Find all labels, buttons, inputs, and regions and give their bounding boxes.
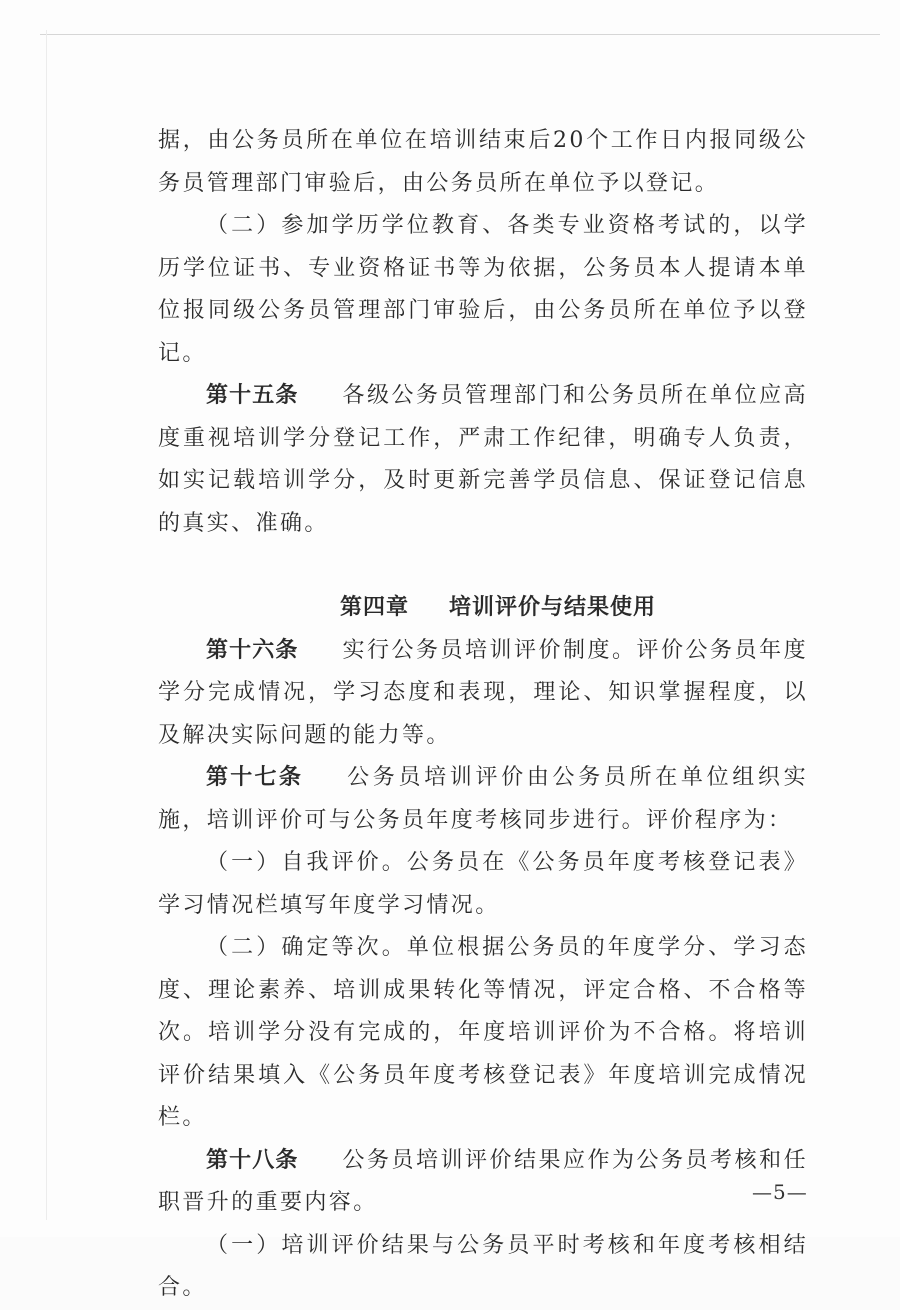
chapter-title: 培训评价与结果使用 xyxy=(449,595,657,620)
article-17-item-2: （二）确定等次。单位根据公务员的年度学分、学习态度、理论素养、培训成果转化等情况，评定合格、不合格等次。培训学分没有完成的，年度培训评价为不合格。将培训评价结果填入《公务员年度考核登记表》年度培训完成情况栏。 xyxy=(158,935,808,1130)
article-15-text: 各级公务员管理部门和公务员所在单位应高度重视培训学分登记工作，严肃工作纪律，明确专人负责，如实记载培训学分，及时更新完善学员信息、保证登记信息的真实、准确。 xyxy=(158,383,808,536)
chapter-heading xyxy=(158,587,808,630)
article-17-text: 公务员培训评价由公务员所在单位组织实施，培训评价可与公务员年度考核同步进行。评价程序为： xyxy=(158,765,808,833)
document-body xyxy=(158,120,808,1310)
article-17 xyxy=(158,757,808,842)
article-18-item-1: （一）培训评价结果与公务员平时考核和年度考核相结合。 xyxy=(158,1232,808,1300)
article-18 xyxy=(158,1140,808,1225)
article-15 xyxy=(158,375,808,545)
article-16 xyxy=(158,630,808,758)
article-16-text: 实行公务员培训评价制度。评价公务员年度学分完成情况，学习态度和表现，理论、知识掌握程度，以及解决实际问题的能力等。 xyxy=(158,637,808,748)
chapter-number: 第四章 xyxy=(339,595,409,620)
article-18-label: 第十八条 xyxy=(206,1147,299,1173)
top-rule xyxy=(40,34,880,35)
article-17-item-1: （一）自我评价。公务员在《公务员年度考核登记表》学习情况栏填写年度学习情况。 xyxy=(158,850,808,918)
page-number: —5— xyxy=(752,1180,808,1204)
paragraph-continuation: 据，由公务员所在单位在培训结束后20个工作日内报同级公务员管理部门审验后，由公务员所在单位予以登记。 xyxy=(158,128,808,196)
article-18-text: 公务员培训评价结果应作为公务员考核和任职晋升的重要内容。 xyxy=(158,1147,808,1215)
article-16-label: 第十六条 xyxy=(206,637,299,663)
left-edge xyxy=(46,30,47,1220)
article-17-label: 第十七条 xyxy=(206,765,304,790)
paragraph-item-2: （二）参加学历学位教育、各类专业资格考试的，以学历学位证书、专业资格证书等为依据，公务员本人提请本单位报同级公务员管理部门审验后，由公务员所在单位予以登记。 xyxy=(158,213,808,366)
article-15-label: 第十五条 xyxy=(206,383,299,408)
